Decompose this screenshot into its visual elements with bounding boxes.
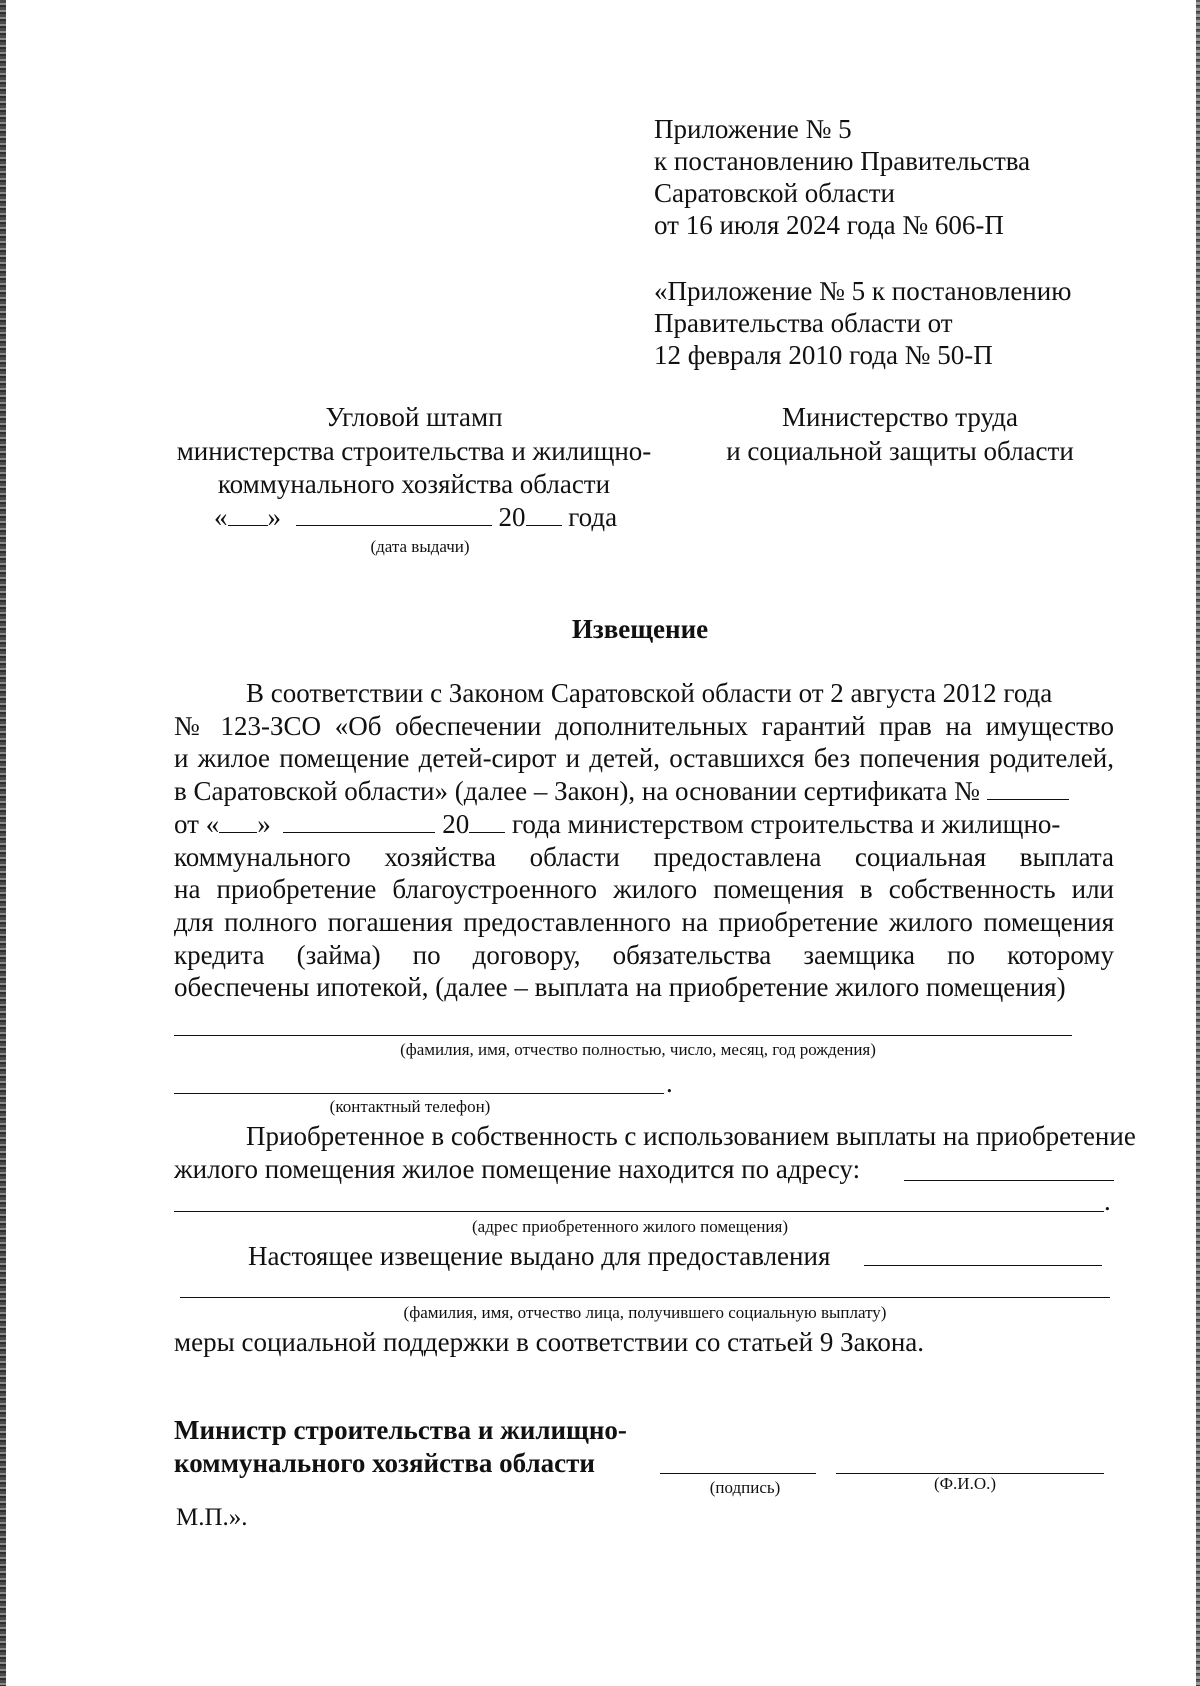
certificate-date-open: от « xyxy=(174,809,220,839)
addressee-line-2: и социальной защиты области xyxy=(726,436,1074,466)
year-suffix: года xyxy=(568,502,618,532)
certificate-year-blank xyxy=(469,810,505,833)
address-caption: (адрес приобретенного жилого помещения) xyxy=(472,1217,788,1236)
stamp-line-3: коммунального хозяйства области xyxy=(217,469,611,499)
paragraph-line-4-text: в Саратовской области» (далее – Закон), на основании сертификата № xyxy=(174,776,980,806)
appendix-line-1: Приложение № 5 xyxy=(654,114,852,144)
minister-line-2: коммунального хозяйства области xyxy=(174,1448,595,1478)
address-blank-line-2 xyxy=(174,1211,1104,1212)
address-blank-line-1 xyxy=(904,1180,1114,1181)
paragraph-line-5 xyxy=(174,809,1060,840)
paragraph-line-4 xyxy=(174,776,1069,807)
issue-date-row xyxy=(214,502,617,533)
support-line: меры социальной поддержки в соответствии со статьей 9 Закона. xyxy=(174,1327,925,1357)
seal-mark: М.П.». xyxy=(176,1504,248,1531)
phone-blank-line xyxy=(174,1093,664,1094)
paragraph-line-8: для полного погашения предоставленного на приобретение жилого помещения xyxy=(174,907,1114,937)
day-blank xyxy=(228,503,268,526)
scan-edge-right xyxy=(1196,0,1200,1686)
document-title: Извещение xyxy=(571,614,709,644)
certificate-date-close: » xyxy=(257,809,271,839)
paragraph-line-6: коммунального хозяйства области предоставлена социальная выплата xyxy=(174,842,1114,872)
signature-blank-line xyxy=(660,1473,816,1474)
year-prefix: 20 xyxy=(498,502,526,532)
stamp-line-2: министерства строительства и жилищно- xyxy=(176,436,652,466)
paragraph-line-3: и жилое помещение детей-сирот и детей, оставшихся без попечения родителей, xyxy=(174,743,1114,773)
previous-appendix-line-1: «Приложение № 5 к постановлению xyxy=(654,276,1072,306)
certificate-day-blank xyxy=(219,810,257,833)
recipient-caption: (фамилия, имя, отчество лица, получившего социальную выплату) xyxy=(403,1303,887,1322)
person-caption: (фамилия, имя, отчество полностью, число, месяц, год рождения) xyxy=(400,1040,876,1059)
certificate-year-prefix: 20 xyxy=(442,809,470,839)
scan-edge-left xyxy=(0,0,6,1686)
phone-period: . xyxy=(666,1068,673,1098)
issued-for-text: Настоящее извещение выдано для предоставления xyxy=(248,1241,831,1271)
stamp-line-1: Угловой штамп xyxy=(325,402,503,432)
date-open-quote: « xyxy=(214,502,228,532)
previous-appendix-line-3: 12 февраля 2010 года № 50-П xyxy=(654,340,993,370)
recipient-blank-line xyxy=(180,1297,1110,1298)
previous-appendix-line-2: Правительства области от xyxy=(654,308,953,338)
month-blank xyxy=(296,503,492,526)
year-blank xyxy=(526,503,562,526)
person-blank-line xyxy=(174,1035,1072,1036)
address-line-1: Приобретенное в собственность с использованием выплаты на приобретение xyxy=(246,1121,1136,1151)
paragraph-line-5-text: года министерством строительства и жилищно- xyxy=(511,809,1061,839)
fio-caption: (Ф.И.О.) xyxy=(933,1474,997,1493)
certificate-month-blank xyxy=(283,810,435,833)
paragraph-line-10: обеспечены ипотекой, (далее – выплата на приобретение жилого помещения) xyxy=(174,972,1066,1002)
appendix-line-3: Саратовской области xyxy=(654,178,895,208)
appendix-line-4: от 16 июля 2024 года № 606-П xyxy=(654,210,1004,240)
addressee-line-1: Министерство труда xyxy=(781,402,1018,432)
issue-date-caption: (дата выдачи) xyxy=(370,537,470,556)
certificate-number-blank xyxy=(987,777,1069,800)
date-close-quote: » xyxy=(267,502,281,532)
paragraph-line-7: на приобретение благоустроенного жилого помещения в собственность или xyxy=(174,874,1114,904)
appendix-line-2: к постановлению Правительства xyxy=(654,146,1031,176)
issued-for-blank-line xyxy=(864,1265,1102,1266)
address-period: . xyxy=(1104,1186,1111,1216)
address-line-2: жилого помещения жилое помещение находится по адресу: xyxy=(174,1154,861,1184)
phone-caption: (контактный телефон) xyxy=(329,1097,491,1116)
minister-line-1: Министр строительства и жилищно- xyxy=(174,1415,627,1445)
paragraph-line-9: кредита (займа) по договору, обязательства заемщика по которому xyxy=(174,940,1114,970)
paragraph-line-1: В соответствии с Законом Саратовской области от 2 августа 2012 года xyxy=(246,678,1053,708)
paragraph-line-2: № 123-ЗСО «Об обеспечении дополнительных гарантий прав на имущество xyxy=(174,711,1114,741)
signature-caption: (подпись) xyxy=(709,1478,781,1497)
